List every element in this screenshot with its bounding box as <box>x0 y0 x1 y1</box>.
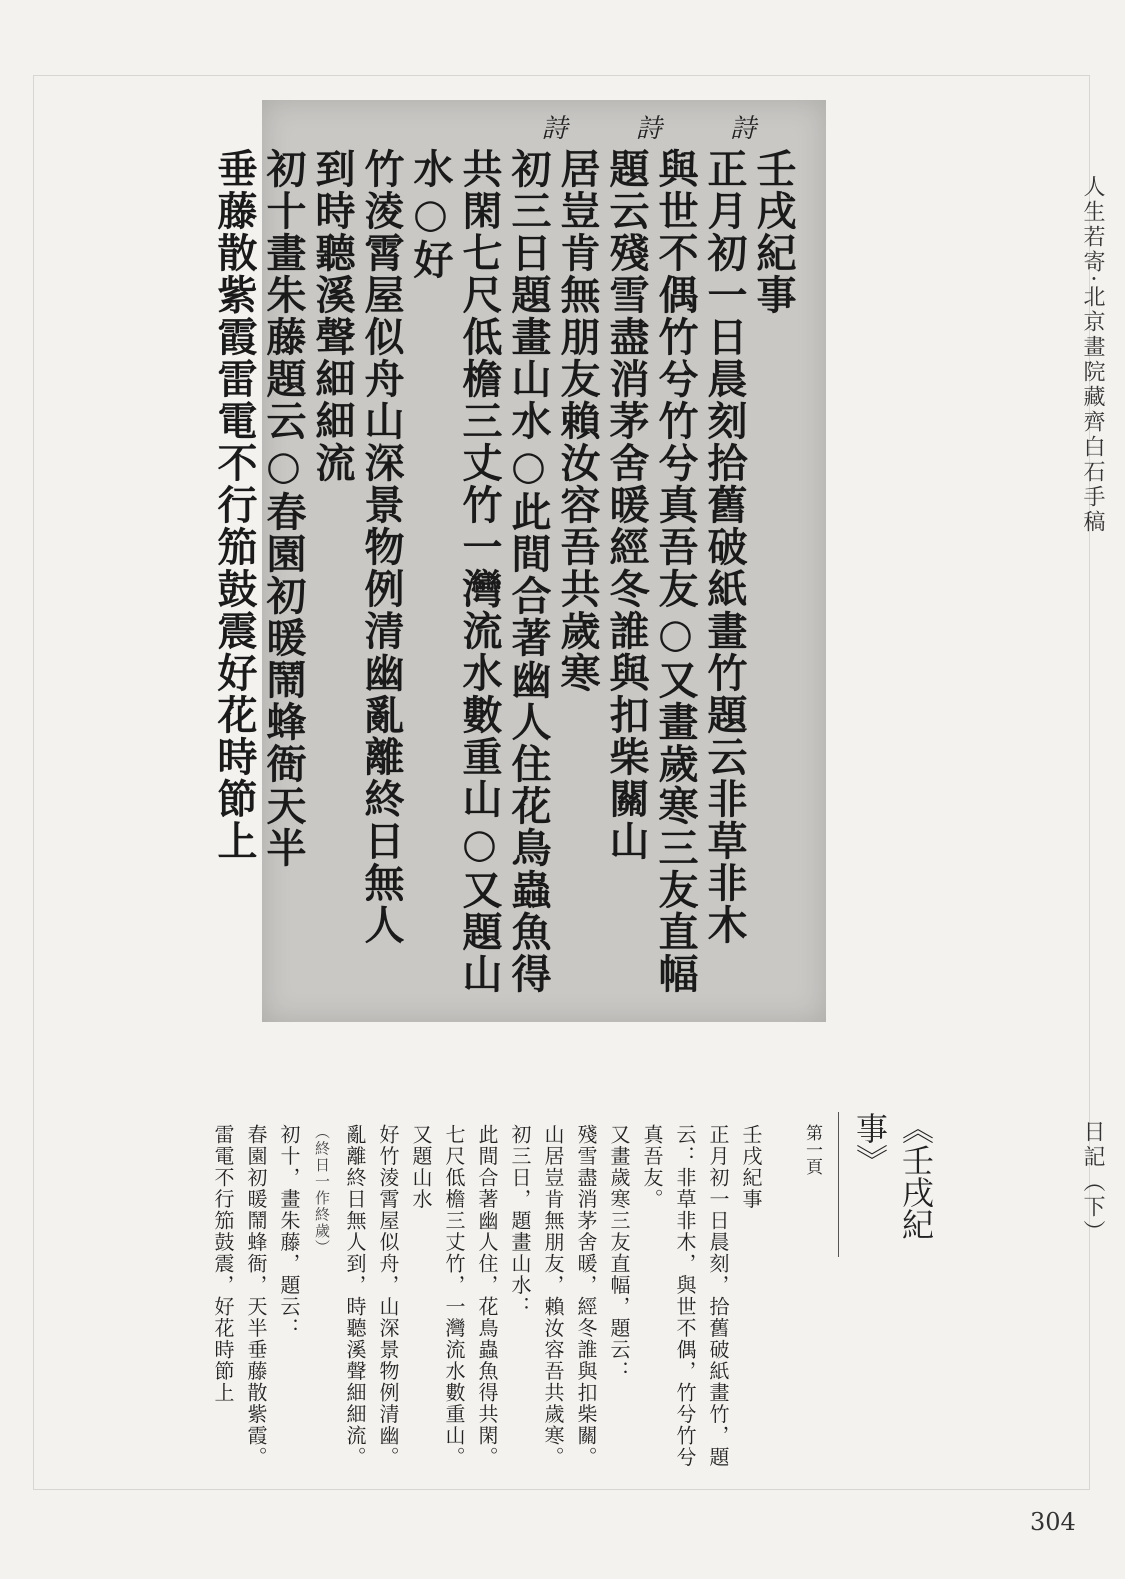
running-title: 人生若寄·北京畫院藏齊白石手稿 <box>1080 175 1105 535</box>
manuscript-column: 垂藤散紫霞雷電不行笳鼓震好花時節上 <box>211 148 258 862</box>
manuscript-column: 共閑七尺低檐三丈竹一灣流水數重山○又題山水○好 <box>407 148 503 995</box>
text-line: 七尺低檐三丈竹，一灣流水數重山。 <box>442 1124 466 1468</box>
text-line: 壬戌紀事 <box>739 1124 763 1210</box>
text-line: 雷電不行笳鼓震，好花時節上 <box>211 1124 235 1404</box>
section-label: 日記（下） <box>1080 1120 1105 1245</box>
manuscript-column: 壬戌紀事 <box>750 148 797 316</box>
text-line: 又畫歲寒三友直幅，題云： <box>607 1124 631 1382</box>
text-line: 初十，畫朱藤，題云： <box>277 1124 301 1339</box>
manuscript-column: 正月初一日晨刻拾舊破紙畫竹題云非草非木 <box>701 148 748 946</box>
text-line: 山居豈肯無朋友，賴汝容吾共歲寒。 <box>541 1124 565 1468</box>
text-line: 春園初暖鬧蜂衙，天半垂藤散紫霞。 <box>244 1124 268 1468</box>
text-line: 又題山水 <box>409 1124 433 1210</box>
text-line: 亂離終日無人到，時聽溪聲細細流。 <box>343 1124 367 1468</box>
manuscript-image <box>211 100 826 1022</box>
text-line: 好竹淩霄屋似舟，山深景物例清幽。 <box>376 1124 400 1468</box>
manuscript-column: 竹淩霄屋似舟山深景物例清幽亂離終日無人 <box>358 148 405 946</box>
text-line: 真吾友。 <box>640 1124 664 1210</box>
text-line: 正月初一日晨刻，拾舊破紙畫竹，題 <box>706 1124 730 1468</box>
manuscript-column: 居豈肯無朋友賴汝容吾共歲寒 <box>554 148 601 694</box>
page-number: 304 <box>1030 1508 1076 1536</box>
variant-note: （終日一作終歲） <box>313 1124 331 1256</box>
text-line: 云：非草非木，與世不偶，竹兮竹兮 <box>673 1124 697 1468</box>
manuscript-column: 初三日題畫山水○此間合著幽人住花鳥蟲魚得 <box>505 148 552 995</box>
manuscript-column: 題云殘雪盡消茅舍暖經冬誰與扣柴關山 <box>603 148 650 862</box>
text-line: 初三日，題畫山水： <box>508 1124 532 1318</box>
text-line: 此間合著幽人住，花鳥蟲魚得共閑。 <box>475 1124 499 1468</box>
manuscript-column: 初十畫朱藤題云○春園初暖鬧蜂衙天半 <box>260 148 307 869</box>
manuscript-header: 詩 詩 詩 <box>541 114 786 144</box>
manuscript-column: 到時聽溪聲細細流 <box>309 148 356 484</box>
manuscript-columns <box>210 148 798 1008</box>
section-heading: 《壬戌紀事》 <box>838 1112 939 1257</box>
transcription <box>206 1124 767 1468</box>
text-line: 殘雪盡消茅舍暖，經冬誰與扣柴關。 <box>574 1124 598 1468</box>
manuscript-column: 與世不偶竹兮竹兮真吾友○又畫歲寒三友直幅 <box>652 148 699 995</box>
page-label: 第一頁 <box>802 1124 822 1175</box>
